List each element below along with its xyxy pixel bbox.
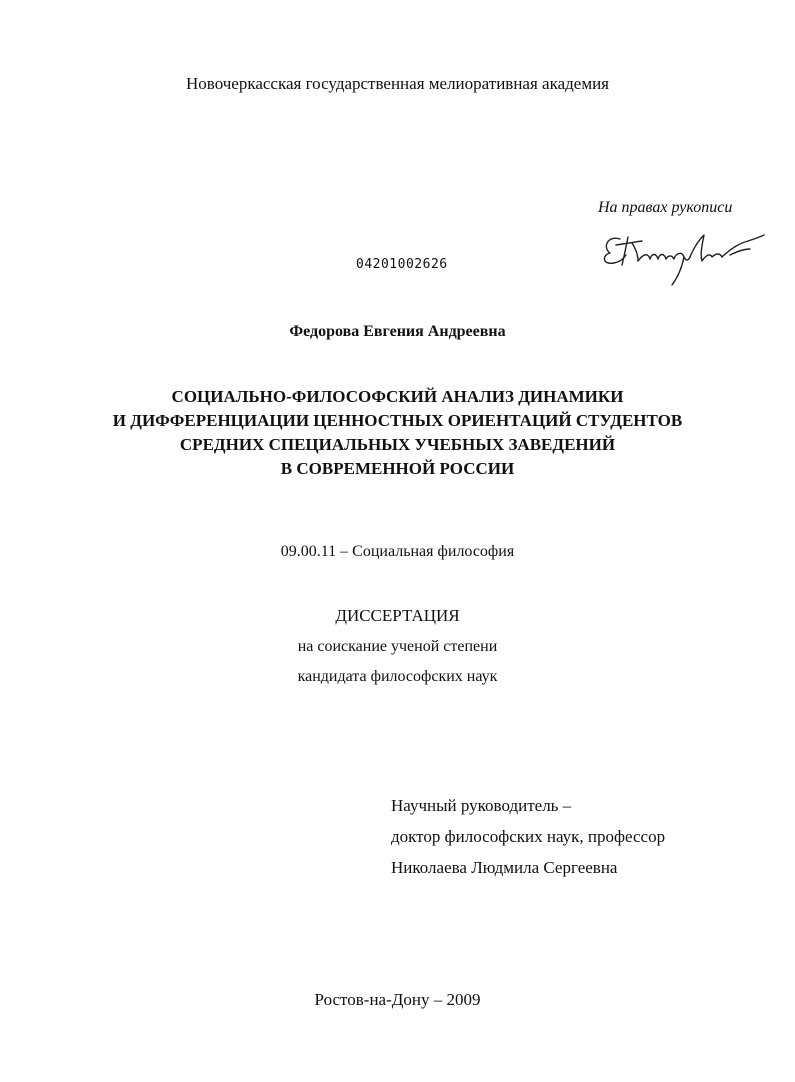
- title-line-4: В СОВРЕМЕННОЙ РОССИИ: [280, 459, 515, 478]
- specialty-code: 09.00.11 – Социальная философия: [280, 543, 515, 560]
- title-line-3: СРЕДНИХ СПЕЦИАЛЬНЫХ УЧЕБНЫХ ЗАВЕДЕНИЙ: [179, 435, 616, 454]
- manuscript-rights-note: На правах рукописи: [598, 199, 733, 216]
- advisor-name: Николаева Людмила Сергеевна: [391, 858, 618, 877]
- advisor-degree: доктор философских наук, профессор: [391, 827, 666, 846]
- advisor-role: Научный руководитель –: [391, 796, 572, 815]
- title-line-2: И ДИФФЕРЕНЦИАЦИИ ЦЕННОСТНЫХ ОРИЕНТАЦИЙ СТУДЕНТОВ: [112, 411, 683, 430]
- author-name: Федорова Евгения Андреевна: [289, 323, 506, 340]
- title-line-1: СОЦИАЛЬНО-ФИЛОСОФСКИЙ АНАЛИЗ ДИНАМИКИ: [171, 387, 624, 406]
- document-type: ДИССЕРТАЦИЯ: [335, 606, 460, 625]
- institution-name: Новочеркасская государственная мелиоративная академия: [186, 74, 609, 93]
- degree-line-1: на соискание ученой степени: [297, 638, 498, 655]
- author-signature: [598, 225, 768, 287]
- document-code: 04201002626: [356, 257, 448, 272]
- dissertation-title: [0, 385, 795, 481]
- city-year: Ростов-на-Дону – 2009: [314, 990, 481, 1009]
- degree-line-2: кандидата философских наук: [297, 668, 498, 685]
